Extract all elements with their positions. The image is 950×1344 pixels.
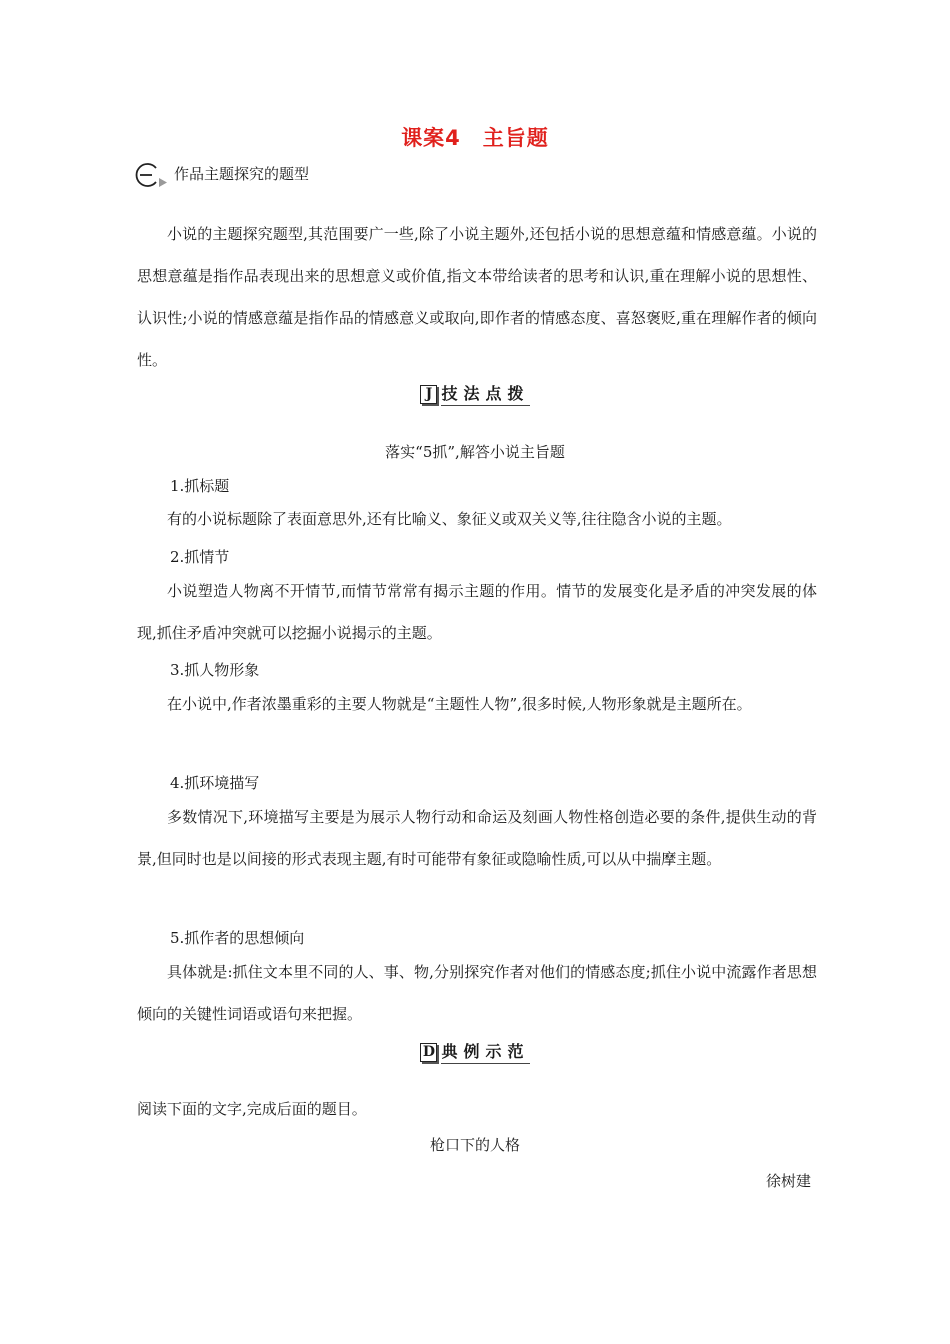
subtitle: 落实“5抓”,解答小说主旨题: [385, 443, 565, 461]
item-heading: 2.抓情节: [170, 548, 230, 566]
story-title: 枪口下的人格: [429, 1136, 520, 1154]
item-heading: 3.抓人物形象: [170, 661, 260, 679]
page-title: 课案4 主旨题: [401, 126, 549, 150]
instruction: 阅读下面的文字,完成后面的题目。: [137, 1100, 367, 1118]
item-heading: 4.抓环境描写: [170, 774, 260, 792]
item-heading: 1.抓标题: [170, 477, 230, 495]
example-badge: [0, 1040, 950, 1064]
technique-badge: [0, 382, 950, 406]
section-header: [134, 158, 309, 190]
badge-letter-d: D: [420, 1043, 437, 1062]
section-one-icon: [134, 158, 174, 190]
author: 徐树建: [766, 1172, 812, 1190]
section-label: 作品主题探究的题型: [174, 165, 310, 183]
badge-letter-j: J: [420, 385, 437, 404]
item-body: 在小说中,作者浓墨重彩的主要人物就是“主题性人物”,很多时候,人物形象就是主题所在。: [167, 695, 752, 713]
item-heading: 5.抓作者的思想倾向: [170, 929, 305, 947]
badge-text: 典例示范: [441, 1041, 529, 1064]
item-body: 具体就是:抓住文本里不同的人、事、物,分别探究作者对他们的情感态度;抓住小说中流露作者思想倾向的关键性词语或语句来把握。: [137, 963, 817, 1023]
badge-text: 技法点拨: [441, 383, 529, 406]
intro-paragraph: 小说的主题探究题型,其范围要广一些,除了小说主题外,还包括小说的思想意蕴和情感意蕴。小说的思想意蕴是指作品表现出来的思想意义或价值,指文本带给读者的思考和认识,重在理解小说的思想性、认识性;小说的情感意蕴是指作品的情感意义或取向,即作者的情感态度、喜怒褒贬,重在理解作者的倾向性。: [137, 225, 817, 369]
item-body: 有的小说标题除了表面意思外,还有比喻义、象征义或双关义等,往往隐含小说的主题。: [167, 510, 732, 528]
item-body: 小说塑造人物离不开情节,而情节常常有揭示主题的作用。情节的发展变化是矛盾的冲突发展的体现,抓住矛盾冲突就可以挖掘小说揭示的主题。: [137, 582, 817, 642]
item-body: 多数情况下,环境描写主要是为展示人物行动和命运及刻画人物性格创造必要的条件,提供生动的背景,但同时也是以间接的形式表现主题,有时可能带有象征或隐喻性质,可以从中揣摩主题。: [137, 808, 817, 868]
